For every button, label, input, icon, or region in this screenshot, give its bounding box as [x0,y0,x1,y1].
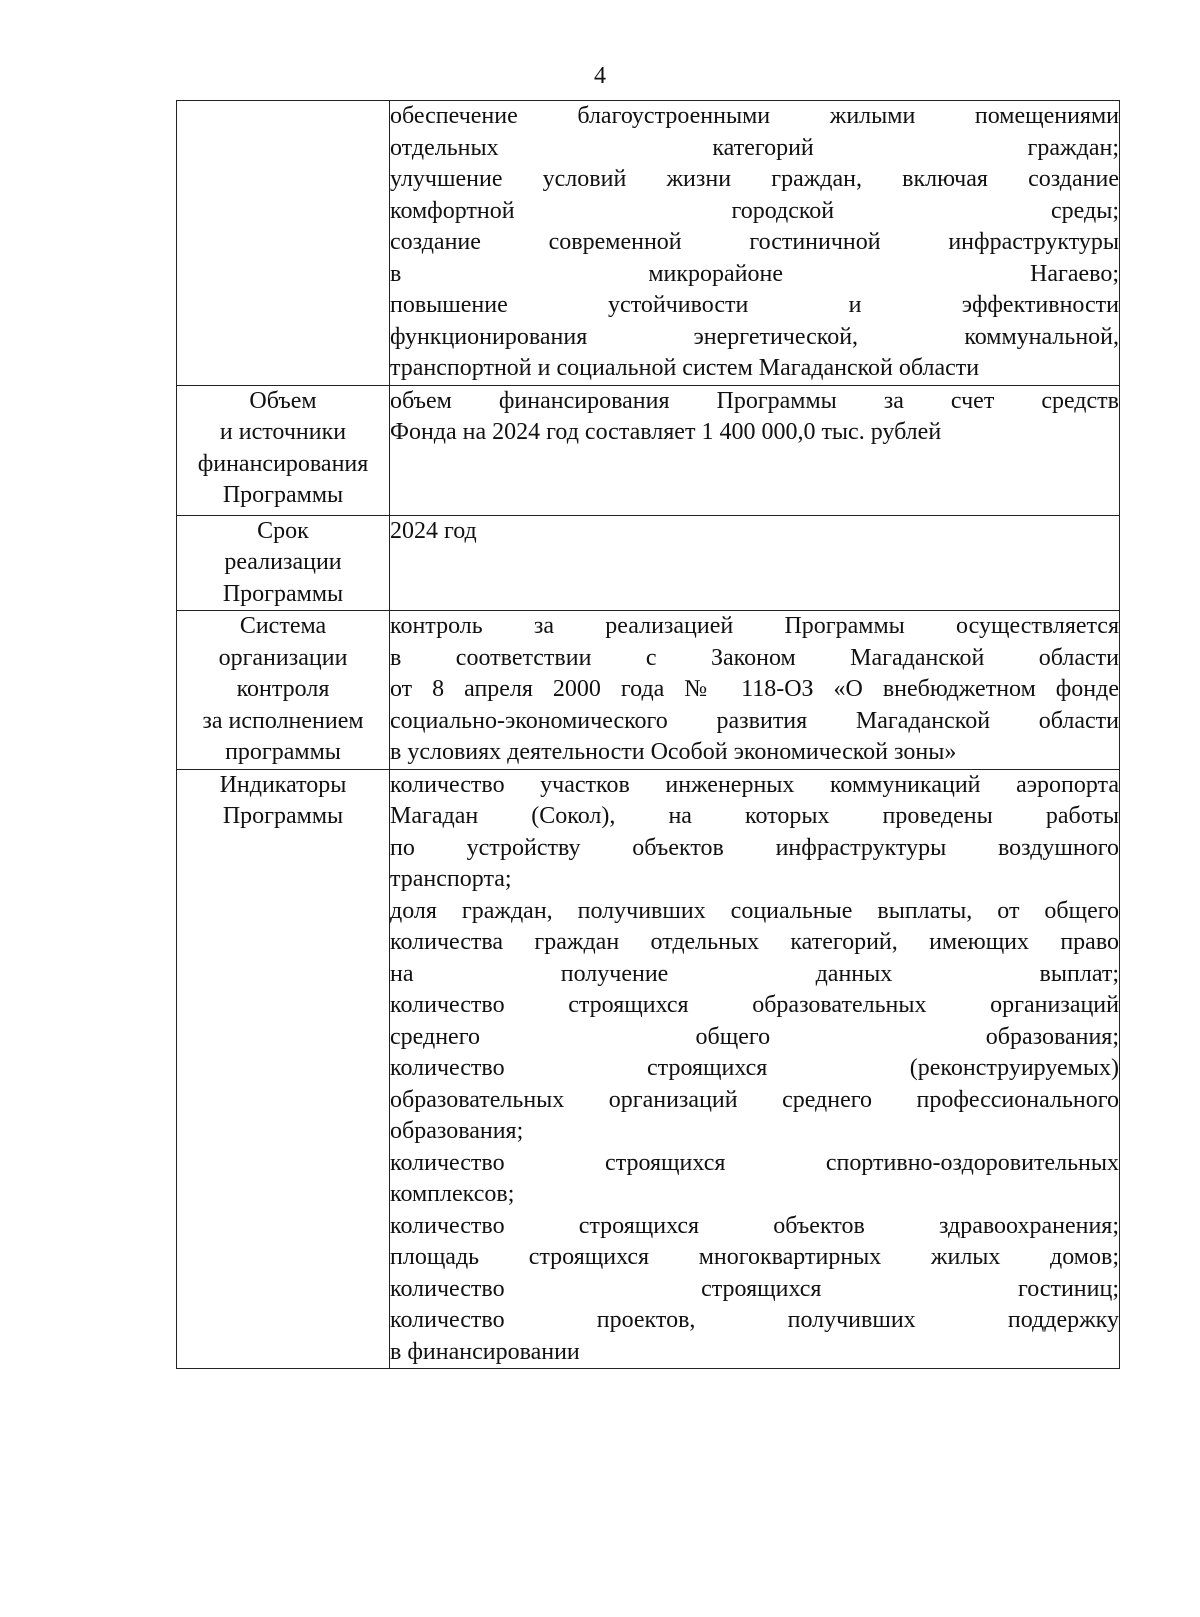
row-content-line: от 8 апреля 2000 года № 118-ОЗ «О внебюджетном фонде [390,676,1119,702]
row-content-line: отдельных категорий граждан; [390,134,1119,161]
row-content-line: в микрорайоне Нагаево; [390,260,1119,287]
row-content [390,385,1120,515]
row-label-line: Программы [222,482,344,508]
row-content-line: повышение устойчивости и эффективности [390,292,1119,318]
row-content-line: количество строящихся гостиниц; [390,1275,1119,1302]
row-label-line: программы [225,739,341,765]
row-content [390,515,1120,611]
row-label-line: Индикаторы [219,771,347,798]
row-content-line: площадь строящихся многоквартирных жилых домов; [390,1244,1119,1270]
row-content-line: количество строящихся спортивно-оздоровительных [390,1149,1119,1176]
row-content [390,101,1120,386]
row-label [177,101,390,386]
row-content [390,769,1120,1369]
row-content-line: транспортной и социальной систем Магаданской области [390,355,980,381]
row-content-line: в финансировании [390,1338,580,1365]
row-content-line: количества граждан отдельных категорий, имеющих право [390,929,1119,955]
table-body [177,101,1120,1369]
row-content-line: комплексов; [390,1181,515,1207]
table-row-term [177,515,1120,611]
row-label-line: Программы [222,580,344,607]
row-label [177,769,390,1369]
row-content [390,611,1120,770]
row-label-line: и источники [219,419,347,445]
row-content-line: на получение данных выплат; [390,960,1119,987]
row-content-line: обеспечение благоустроенными жилыми помещениями [390,103,1119,129]
row-content-line: 2024 год [390,517,477,544]
row-label-line: Система [239,613,327,639]
row-content-line: контроль за реализацией Программы осуществляется [390,613,1119,639]
row-content-line: в условиях деятельности Особой экономической зоны» [390,739,957,765]
row-content-line: образования; [390,1118,524,1144]
row-label-line: за исполнением [202,707,364,734]
row-content-line: образовательных организаций среднего профессионального [390,1086,1119,1113]
row-content-line: количество участков инженерных коммуникаций аэропорта [390,771,1119,798]
row-label-line: Срок [257,517,309,544]
row-content-line: количество проектов, получивших поддержку [390,1307,1119,1333]
row-content-line: в соответствии с Законом Магаданской области [390,644,1119,671]
row-content-line: функционирования энергетической, коммунальной, [390,323,1119,350]
table-row-indicators [177,769,1120,1369]
program-passport-table [176,100,1120,1369]
row-label-line: организации [218,644,348,671]
table-row-control [177,611,1120,770]
row-content-line: комфортной городской среды; [390,197,1119,224]
row-content-line: создание современной гостиничной инфраструктуры [390,229,1119,255]
row-content-line: объем финансирования Программы за счет средств [390,387,1119,414]
row-content-line: по устройству объектов инфраструктуры воздушного [390,834,1119,861]
row-content-line: улучшение условий жизни граждан, включая создание [390,166,1119,192]
row-label-line: Объем [249,387,317,414]
row-label-line: реализации [224,549,342,575]
row-label-line: контроля [236,676,330,702]
row-content-line: Фонда на 2024 год составляет 1 400 000,0 тыс. рублей [390,419,942,445]
row-label-line: Программы [222,803,344,829]
table-row-goals [177,101,1120,386]
row-content-line: количество строящихся объектов здравоохранения; [390,1212,1119,1239]
row-content-line: количество строящихся образовательных организаций [390,992,1119,1018]
row-content-line: социально-экономического развития Магаданской области [390,707,1119,734]
page-number: 4 [594,63,606,89]
row-content-line: транспорта; [390,866,512,892]
row-label [177,611,390,770]
row-label [177,515,390,611]
row-content-line: среднего общего образования; [390,1023,1119,1050]
table-row-financing [177,385,1120,515]
row-content-line: количество строящихся (реконструируемых) [390,1055,1119,1081]
row-content-line: доля граждан, получивших социальные выплаты, от общего [390,897,1119,924]
row-label-line: финансирования [197,450,369,477]
row-label [177,385,390,515]
row-content-line: Магадан (Сокол), на которых проведены работы [390,803,1119,829]
